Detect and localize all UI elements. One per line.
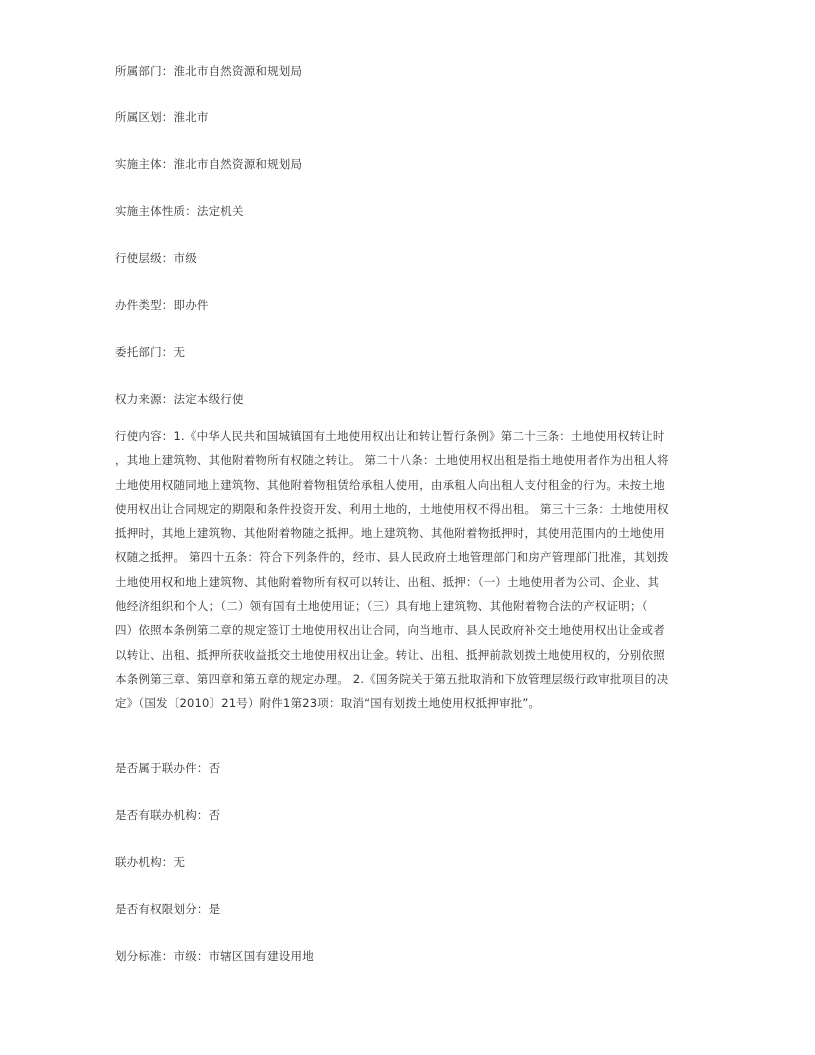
- content-line: 行使内容：1.《中华人民共和国城镇国有土地使用权出让和转让暂行条例》第二十三条：土地使用权转让时: [115, 429, 665, 443]
- content-line: 他经济组织和个人；（二）领有国有土地使用证；（三）具有地上建筑物、其他附着物合法的产权证明；（: [115, 599, 648, 614]
- content-line: 定》（国发〔2010〕21号）附件1第23项：取消“国有划拨土地使用权抵押审批”。: [115, 696, 541, 711]
- joint-org-field: 联办机构：无: [115, 855, 186, 869]
- entrusted-dept-field: 委托部门：无: [115, 345, 186, 359]
- division-standard-field: 划分标准：市级：市辖区国有建设用地: [115, 949, 314, 963]
- subject-field: 实施主体：淮北市自然资源和规划局: [115, 157, 303, 171]
- content-line: 四）依照本条例第二章的规定签订土地使用权出让合同，向当地市、县人民政府补交土地使用权出让金或者: [115, 623, 665, 638]
- content-line: 本条例第三章、第四章和第五章的规定办理。 2.《国务院关于第五批取消和下放管理层级行政审批项目的决: [115, 671, 669, 686]
- level-field: 行使层级：市级: [115, 251, 197, 265]
- joint-org-exists-field: 是否有联办机构：否: [115, 808, 221, 822]
- content-paragraph: [115, 428, 690, 720]
- region-field: 所属区划：淮北市: [115, 110, 209, 124]
- case-type-field: 办件类型：即办件: [115, 298, 209, 312]
- department-field: 所属部门：淮北市自然资源和规划局: [115, 64, 303, 78]
- content-line: 以转让、出租、抵押所获收益抵交土地使用权出让金。转让、出租、抵押前款划拨土地使用权的，分别依照: [115, 647, 665, 662]
- content-line: 土地使用权和地上建筑物、其他附着物所有权可以转让、出租、抵押：（一）土地使用者为公司、企业、其: [115, 574, 660, 589]
- content-line: 权随之抵押。 第四十五条：符合下列条件的，经市、县人民政府土地管理部门和房产管理部门批准，其划拨: [115, 550, 669, 565]
- content-line: 土地使用权随同地上建筑物、其他附着物租赁给承租人使用，由承租人向出租人支付租金的行为。未按土地: [115, 477, 665, 492]
- content-line: 使用权出让合同规定的期限和条件投资开发、利用土地的，土地使用权不得出租。 第三十三条：土地使用权: [115, 501, 669, 516]
- authority-division-field: 是否有权限划分：是: [115, 902, 221, 916]
- power-source-field: 权力来源：法定本级行使: [115, 392, 244, 406]
- content-line: ，其地上建筑物、其他附着物所有权随之转让。 第二十八条：土地使用权出租是指土地使用者作为出租人将: [115, 453, 669, 468]
- subject-nature-field: 实施主体性质：法定机关: [115, 204, 244, 218]
- joint-case-field: 是否属于联办件：否: [115, 761, 221, 775]
- content-line: 抵押时，其地上建筑物、其他附着物随之抵押。地上建筑物、其他附着物抵押时，其使用范围内的土地使用: [115, 526, 665, 541]
